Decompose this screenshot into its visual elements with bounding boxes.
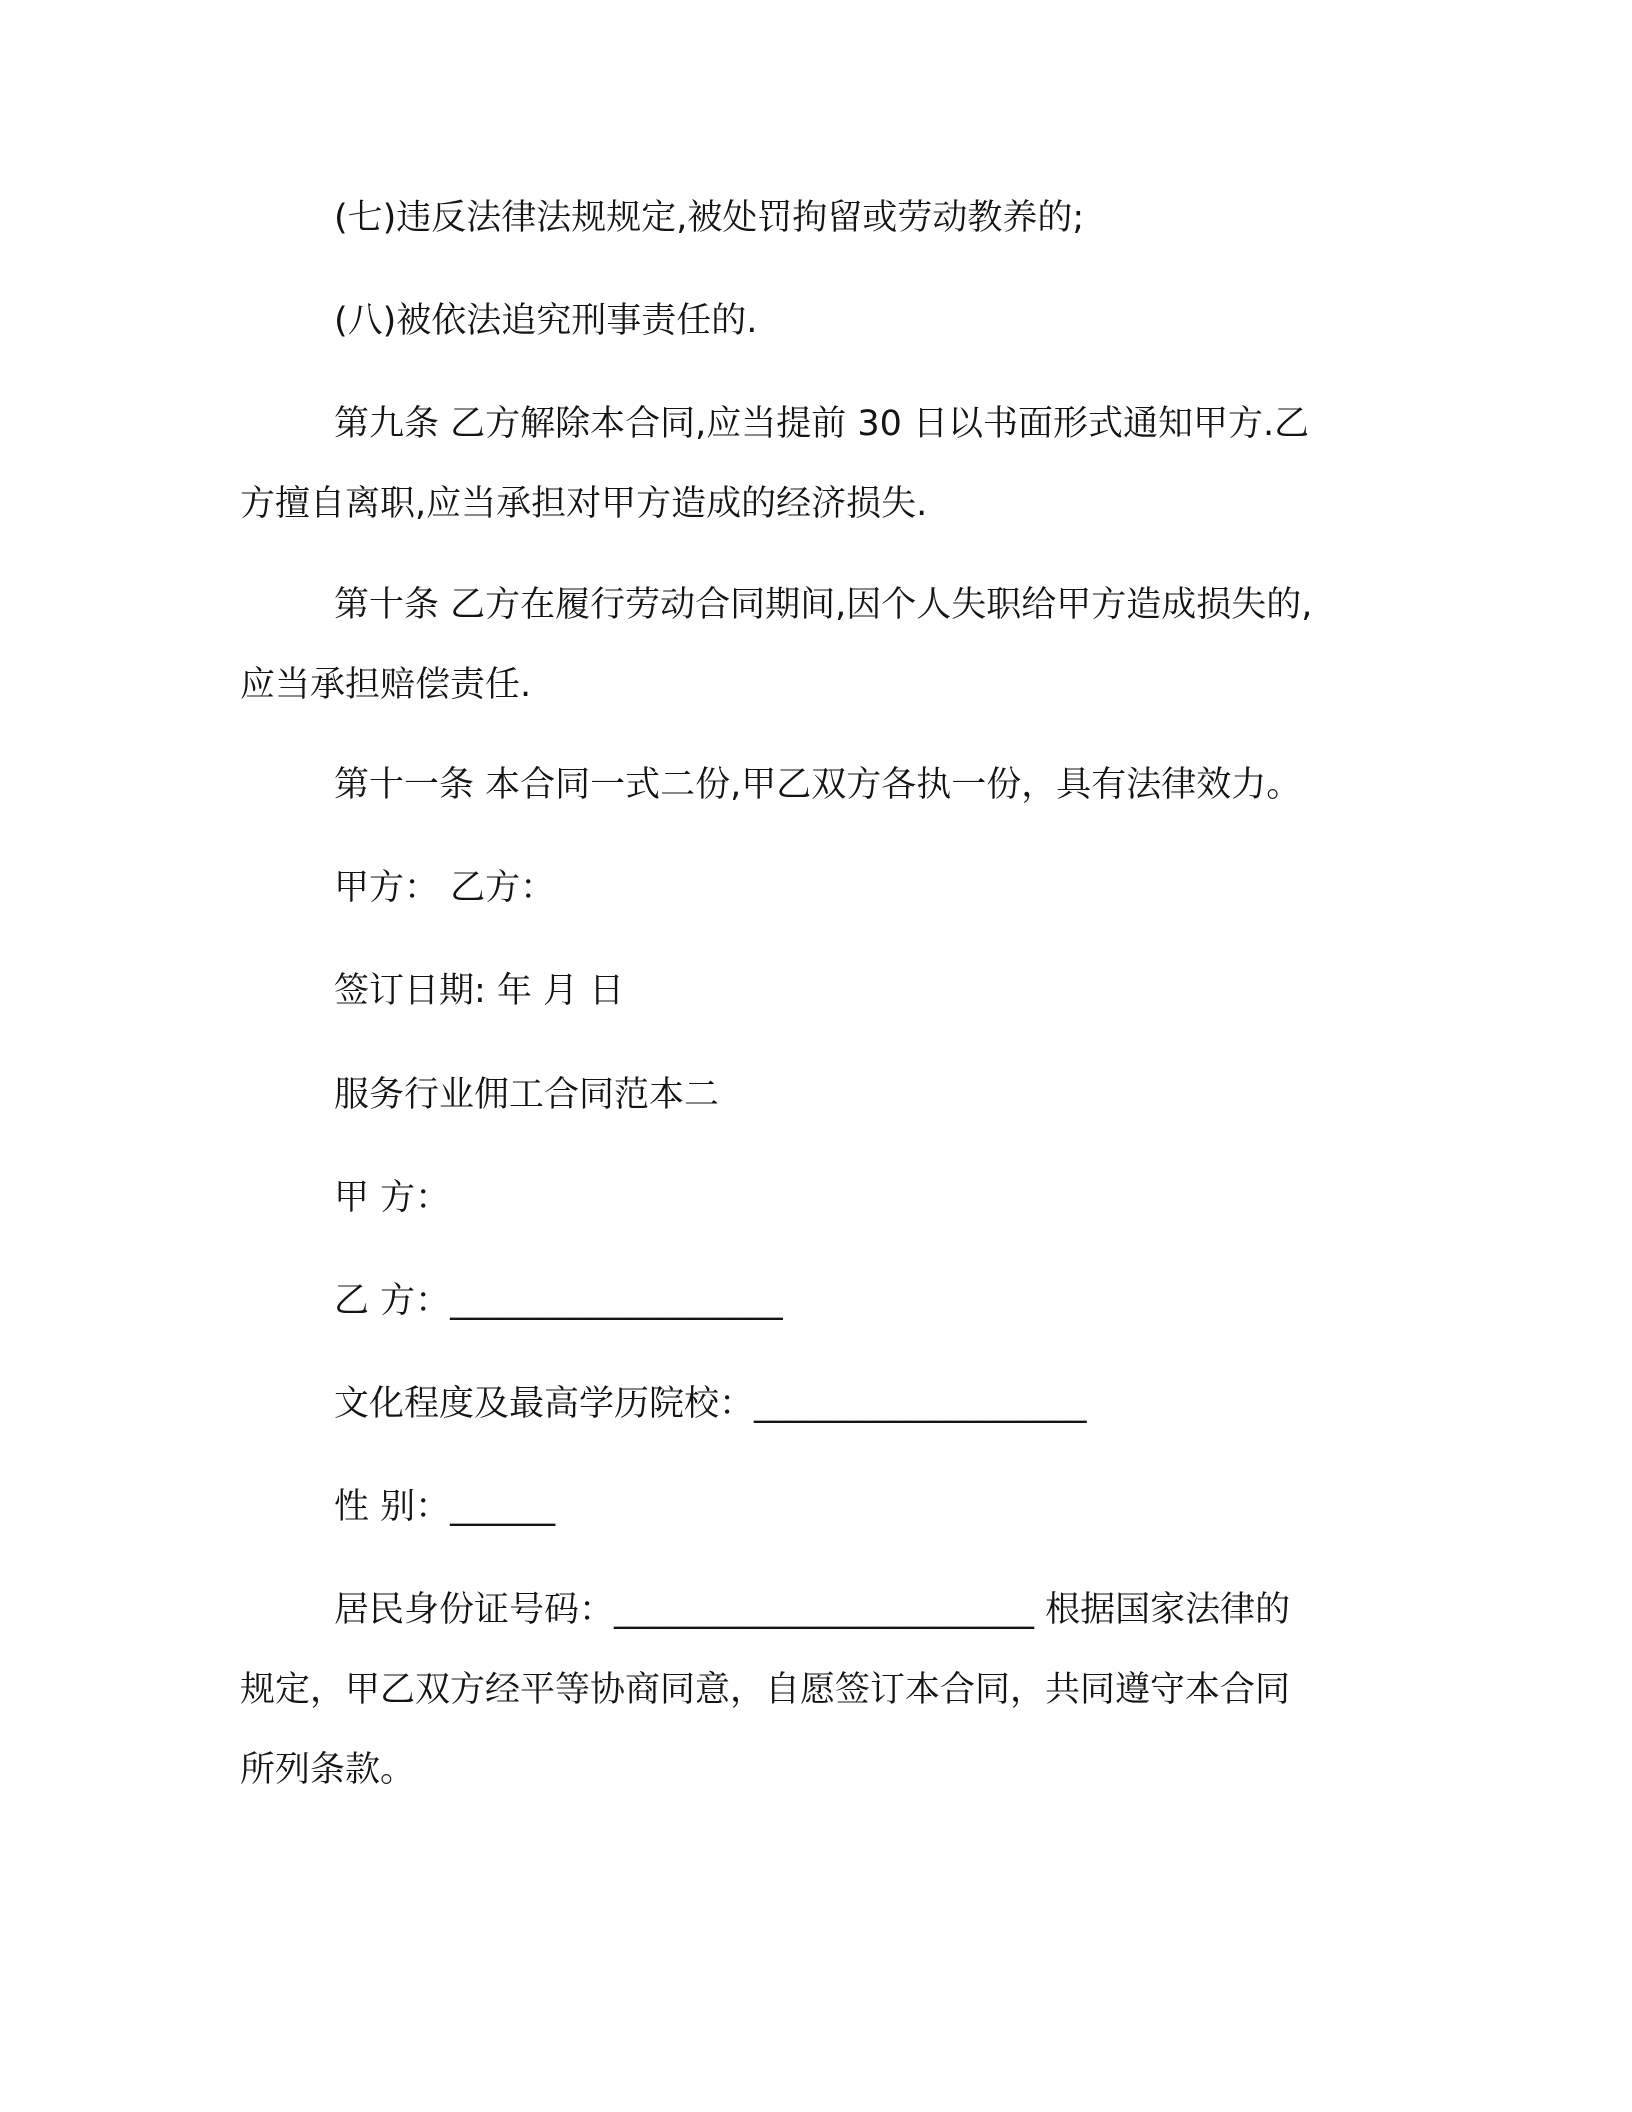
signing-date-line: 签订日期: 年 月 日 — [334, 971, 625, 1011]
id-number-line: 居民身份证号码：________________________ 根据国家法律的 — [334, 1590, 1291, 1630]
article-10-line-2: 应当承担赔偿责任. — [240, 665, 532, 705]
article-10-line-1: 第十条 乙方在履行劳动合同期间,因个人失职给甲方造成损失的, — [334, 585, 1313, 625]
party-a-field: 甲 方： — [334, 1178, 451, 1218]
template-heading: 服务行业佣工合同范本二 — [334, 1075, 720, 1115]
education-field: 文化程度及最高学历院校：___________________ — [334, 1384, 1087, 1424]
article-9-line-1: 第九条 乙方解除本合同,应当提前 30 日以书面形式通知甲方.乙 — [334, 404, 1310, 444]
agreement-line-3: 所列条款。 — [240, 1750, 416, 1790]
gender-field: 性 别：______ — [334, 1487, 556, 1527]
clause-8-line: (八)被依法追究刑事责任的. — [334, 301, 758, 341]
clause-7-line: (七)违反法律法规规定,被处罚拘留或劳动教养的; — [334, 198, 1085, 238]
party-b-field: 乙 方：___________________ — [334, 1281, 783, 1321]
agreement-line-2: 规定，甲乙双方经平等协商同意，自愿签订本合同，共同遵守本合同 — [240, 1670, 1291, 1710]
article-9-line-2: 方擅自离职,应当承担对甲方造成的经济损失. — [240, 484, 928, 524]
parties-line: 甲方： 乙方： — [334, 868, 556, 908]
article-11-line: 第十一条 本合同一式二份,甲乙双方各执一份，具有法律效力。 — [334, 765, 1302, 805]
